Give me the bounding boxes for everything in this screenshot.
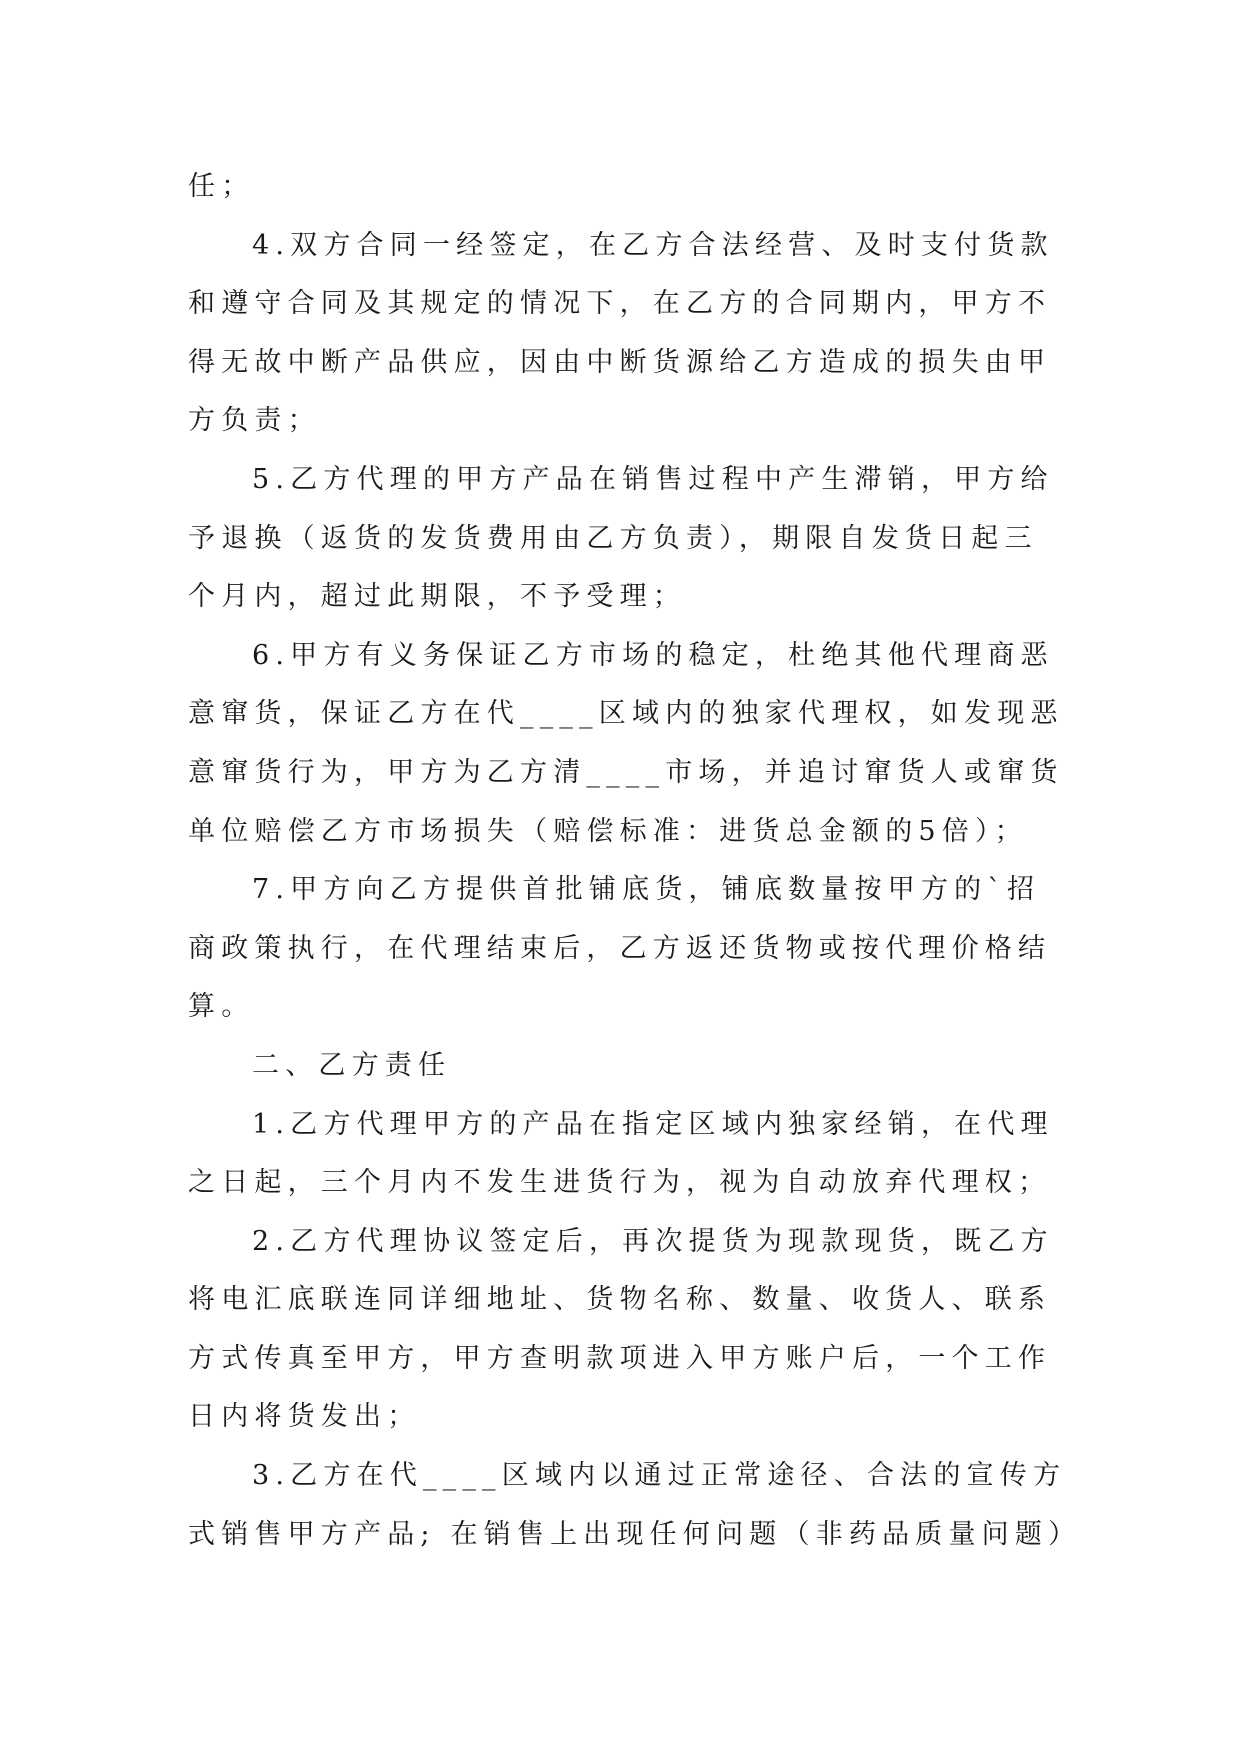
text-line: 单位赔偿乙方市场损失（赔偿标准：进货总金额的5倍）； bbox=[188, 815, 1028, 847]
text-line: 予退换（返货的发货费用由乙方负责），期限自发货日起三 bbox=[188, 522, 1038, 554]
text-line: 意窜货，保证乙方在代____区域内的独家代理权，如发现恶 bbox=[188, 698, 1064, 730]
text-line: 式销售甲方产品; 在销售上出现任何问题（非药品质量问题） bbox=[188, 1518, 1082, 1550]
text-line: 得无故中断产品供应，因由中断货源给乙方造成的损失由甲 bbox=[188, 346, 1052, 378]
text-line: 个月内，超过此期限，不予受理； bbox=[188, 581, 686, 613]
section-heading: 二、乙方责任 bbox=[252, 1049, 452, 1081]
text-line: 和遵守合同及其规定的情况下，在乙方的合同期内，甲方不 bbox=[188, 288, 1052, 320]
text-line: 之日起，三个月内不发生进货行为，视为自动放弃代理权； bbox=[188, 1167, 1052, 1199]
clause-5-line: 5.乙方代理的甲方产品在销售过程中产生滞销，甲方给 bbox=[252, 463, 1054, 495]
text-line: 将电汇底联连同详细地址、货物名称、数量、收货人、联系 bbox=[188, 1284, 1052, 1316]
text-line: 商政策执行，在代理结束后，乙方返还货物或按代理价格结 bbox=[188, 932, 1052, 964]
clause-3-line: 3.乙方在代____区域内以通过正常途径、合法的宣传方 bbox=[252, 1460, 1067, 1492]
clause-1-line: 1.乙方代理甲方的产品在指定区域内独家经销，在代理 bbox=[252, 1108, 1054, 1140]
clause-2-line: 2.乙方代理协议签定后，再次提货为现款现货，既乙方 bbox=[252, 1225, 1054, 1257]
text-line: 方式传真至甲方，甲方查明款项进入甲方账户后，一个工作 bbox=[188, 1342, 1052, 1374]
document-body bbox=[188, 158, 1082, 1564]
text-line: 任； bbox=[188, 171, 255, 202]
text-line: 算。 bbox=[188, 991, 255, 1023]
clause-4-line: 4.双方合同一经签定，在乙方合法经营、及时支付货款 bbox=[252, 229, 1054, 261]
text-line: 意窜货行为，甲方为乙方清____市场，并追讨窜货人或窜货 bbox=[188, 756, 1064, 788]
text-line: 日内将货发出； bbox=[188, 1401, 421, 1433]
clause-7-line: 7.甲方向乙方提供首批铺底货，铺底数量按甲方的`招 bbox=[252, 874, 1041, 906]
text-line: 方负责； bbox=[188, 405, 321, 437]
clause-6-line: 6.甲方有义务保证乙方市场的稳定，杜绝其他代理商恶 bbox=[252, 639, 1054, 671]
